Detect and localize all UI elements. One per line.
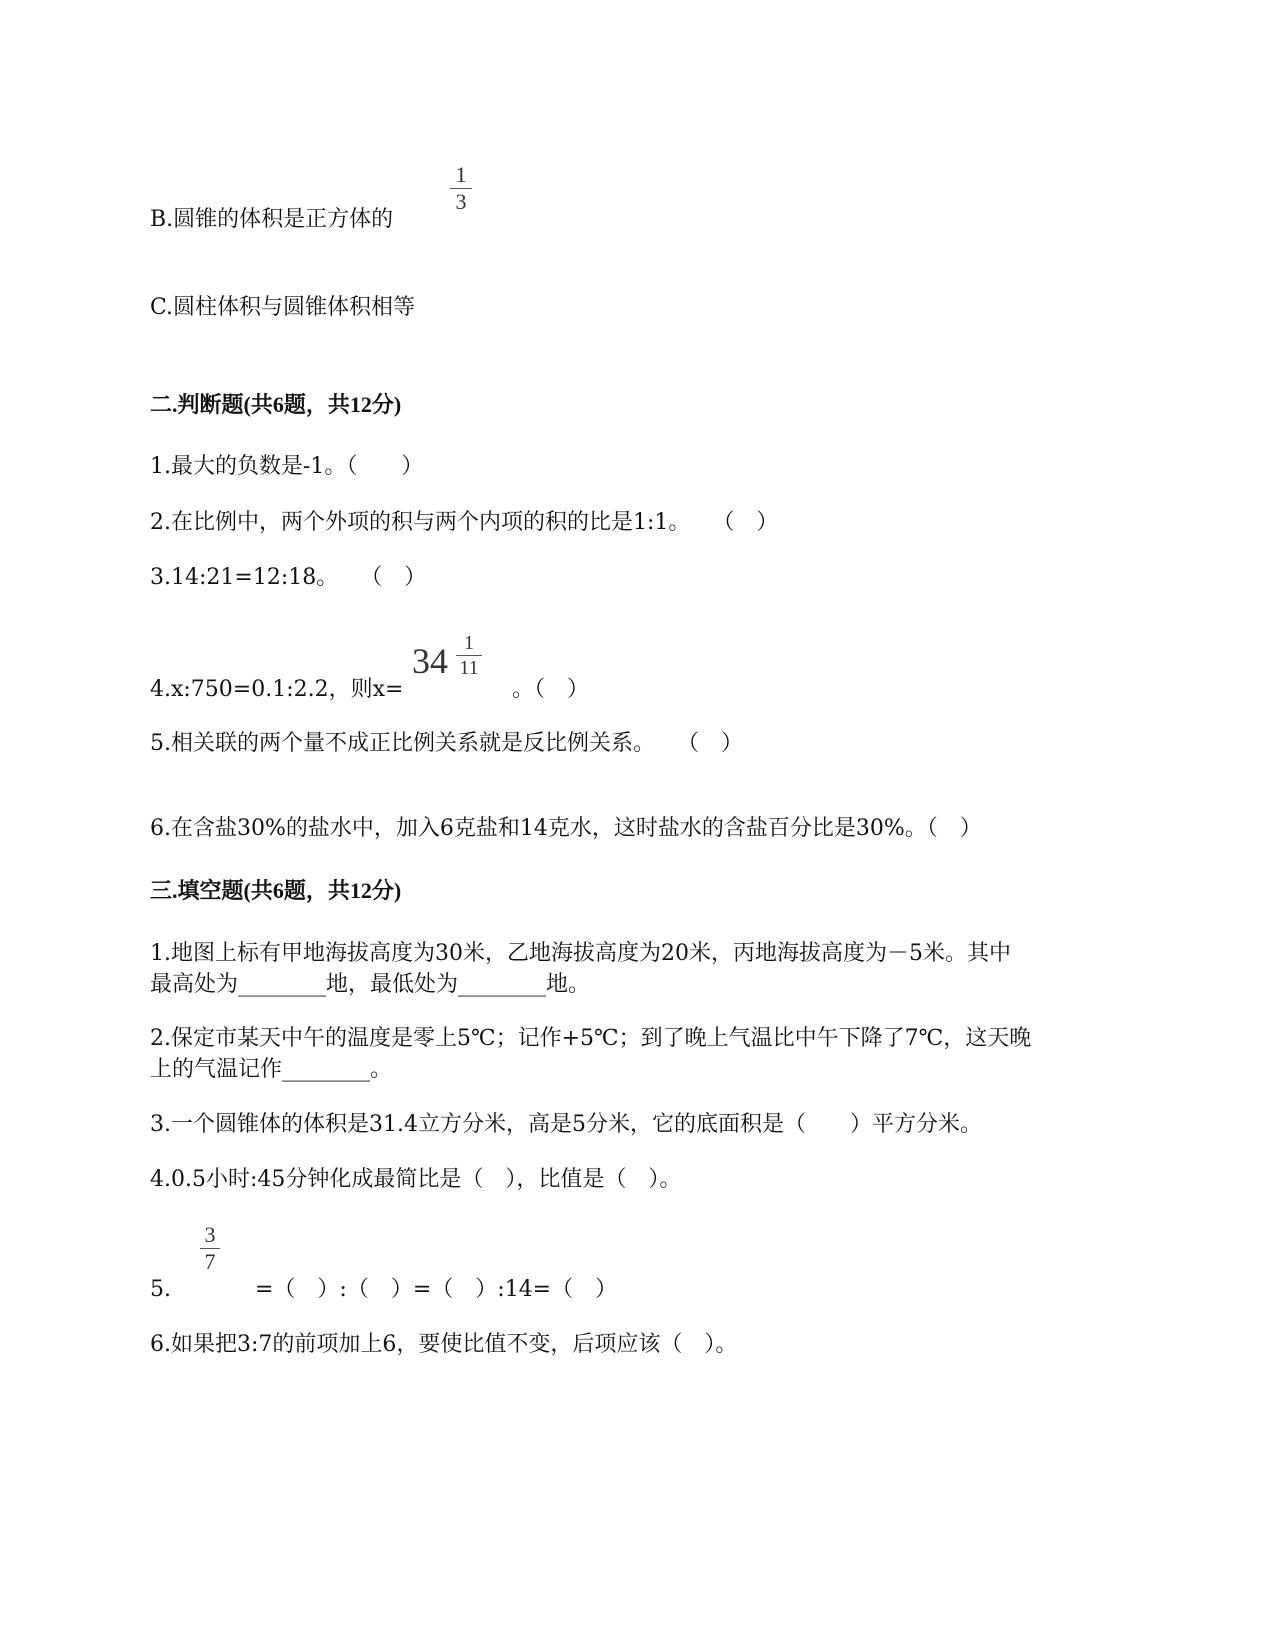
section-2-title: 二.判断题(共6题，共12分) xyxy=(150,392,402,417)
mixed-number xyxy=(412,632,492,692)
choice-b-text: B.圆锥的体积是正方体的 xyxy=(150,207,394,232)
fill-q1-line1: 1.地图上标有甲地海拔高度为30米，乙地海拔高度为20米，丙地海拔高度为－5米。其中 xyxy=(150,941,1011,966)
mixed-fraction xyxy=(456,632,482,679)
judge-q2: 2.在比例中，两个外项的积与两个内项的积的比是1:1。 （ ） xyxy=(150,510,779,535)
fraction-bar xyxy=(456,655,482,656)
fill-q1-line2: 最高处为________地，最低处为________地。 xyxy=(150,972,591,997)
judge-q5: 5.相关联的两个量不成正比例关系就是反比例关系。 （ ） xyxy=(150,731,743,756)
fill-q2-line2: 上的气温记作________。 xyxy=(150,1057,393,1082)
fill-q3: 3.一个圆锥体的体积是31.4立方分米，高是5分米，它的底面积是（ ）平方分米。 xyxy=(150,1112,982,1137)
judge-q6: 6.在含盐30%的盐水中，加入6克盐和14克水，这时盐水的含盐百分比是30%。（ ） xyxy=(150,816,982,841)
fraction-denominator: 7 xyxy=(204,1249,216,1274)
fraction-numerator: 3 xyxy=(204,1222,216,1247)
fraction-numerator: 1 xyxy=(455,162,467,187)
fill-q2-line1: 2.保定市某天中午的温度是零上5℃；记作+5℃；到了晚上气温比中午下降了7℃，这天晚 xyxy=(150,1026,1032,1051)
judge-q3: 3.14:21=12:18。 （ ） xyxy=(150,565,427,590)
fraction-denominator: 3 xyxy=(455,189,467,214)
fill-q4: 4.0.5小时:45分钟化成最简比是（ ），比值是（ ）。 xyxy=(150,1167,682,1192)
mixed-denominator: 11 xyxy=(459,657,479,679)
choice-c-text: C.圆柱体积与圆锥体积相等 xyxy=(150,295,416,320)
fill-q6: 6.如果把3:7的前项加上6，要使比值不变，后项应该（ ）。 xyxy=(150,1332,738,1357)
fill-q5-suffix: =（ ）:（ ）=（ ）:14=（ ） xyxy=(255,1277,618,1302)
mixed-whole: 34 xyxy=(412,641,448,681)
judge-q4-suffix: 。（ ） xyxy=(512,677,590,702)
fill-q5-prefix: 5. xyxy=(150,1277,171,1302)
mixed-numerator: 1 xyxy=(464,632,474,654)
fraction-three-sevenths xyxy=(200,1223,220,1274)
section-3-title: 三.填空题(共6题，共12分) xyxy=(150,878,402,903)
fraction-one-third xyxy=(450,163,472,214)
judge-q1: 1.最大的负数是-1。（ ） xyxy=(150,454,424,479)
judge-q4-prefix: 4.x:750=0.1:2.2，则x= xyxy=(150,677,404,702)
